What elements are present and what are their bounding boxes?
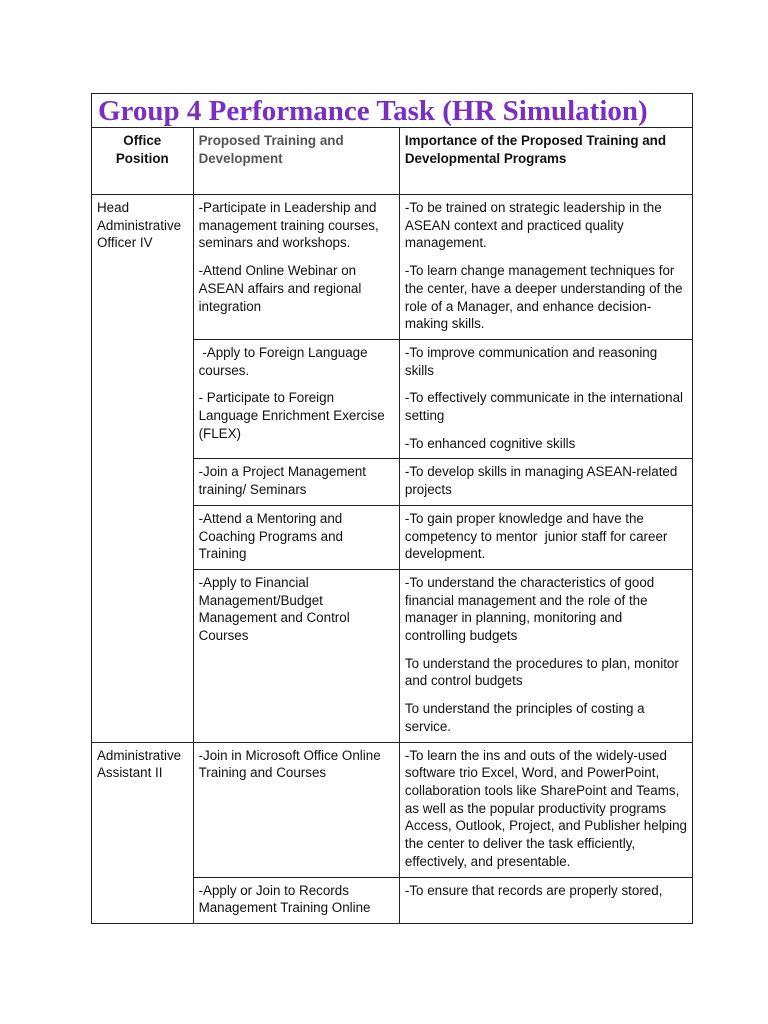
- importance-item: -To gain proper knowledge and have the competency to mentor junior staff for career development.: [404, 510, 672, 562]
- training-item: -Attend a Mentoring and Coaching Programs and Training: [198, 510, 343, 562]
- importance-item: -To learn change management techniques for the center, have a deeper understanding of the role of a Manager, and enhance decision-making skills.: [404, 263, 683, 332]
- importance-item: -To understand the characteristics of good financial management and the role of the manager in planning, monitoring and controlling budgets: [404, 574, 655, 644]
- training-cell: [193, 877, 399, 923]
- training-item: -Attend Online Webinar on ASEAN affairs and regional integration: [198, 263, 362, 314]
- importance-cell: [399, 195, 692, 340]
- table-row: [92, 742, 693, 877]
- importance-item: -To learn the ins and outs of the widely-used software trio Excel, Word, and PowerPoint, collaboration tools like SharePoint and Teams, as well as the popular productivity programs Access, Outlook, Project, and Publisher helping the center to deliver the task efficiently, effectively, and presentable.: [404, 747, 687, 869]
- training-item: -Apply to Foreign Language courses.: [198, 344, 372, 378]
- training-cell: [193, 459, 399, 505]
- training-cell: [193, 505, 399, 569]
- training-cell: [193, 569, 399, 742]
- importance-cell: [399, 877, 692, 923]
- importance-cell: [399, 459, 692, 505]
- importance-item: -To enhanced cognitive skills: [404, 435, 576, 451]
- importance-item: -To be trained on strategic leadership in the ASEAN context and practiced quality management.: [404, 200, 662, 251]
- training-cell: [193, 742, 399, 877]
- training-item: -Apply to Financial Management/Budget Management and Control Courses: [198, 574, 350, 644]
- importance-item: To understand the procedures to plan, monitor and control budgets: [404, 655, 679, 689]
- importance-item: -To develop skills in managing ASEAN-related projects: [404, 464, 678, 498]
- importance-cell: [399, 569, 692, 742]
- document-title: Group 4 Performance Task (HR Simulation): [92, 94, 693, 128]
- importance-item: -To improve communication and reasoning skills: [404, 344, 658, 378]
- header-office-position: Office Position: [92, 128, 194, 195]
- importance-item: -To ensure that records are properly stored,: [404, 882, 663, 898]
- training-item: -Participate in Leadership and management training courses, seminars and workshops.: [198, 200, 379, 251]
- importance-cell: [399, 505, 692, 569]
- training-item: -Apply or Join to Records Management Training Online: [198, 882, 371, 916]
- importance-item: To understand the principles of costing a service.: [404, 701, 645, 734]
- header-proposed-training: Proposed Training and Development: [193, 128, 399, 195]
- training-item: -Join a Project Management training/ Seminars: [198, 464, 367, 498]
- training-plan-table: [91, 93, 693, 924]
- importance-cell: [399, 742, 692, 877]
- table-row: [92, 195, 693, 340]
- training-item: - Participate to Foreign Language Enrichment Exercise (FLEX): [198, 390, 385, 441]
- office-position-cell: Head Administrative Officer IV: [92, 195, 194, 743]
- training-cell: [193, 339, 399, 459]
- header-row: [92, 128, 693, 195]
- importance-cell: [399, 339, 692, 459]
- training-cell: [193, 195, 399, 340]
- office-position-cell: Administrative Assistant II: [92, 742, 194, 923]
- header-importance: Importance of the Proposed Training and Developmental Programs: [399, 128, 692, 195]
- importance-item: -To effectively communicate in the international setting: [404, 390, 684, 424]
- training-item: -Join in Microsoft Office Online Training and Courses: [198, 747, 381, 781]
- title-row: [92, 94, 693, 128]
